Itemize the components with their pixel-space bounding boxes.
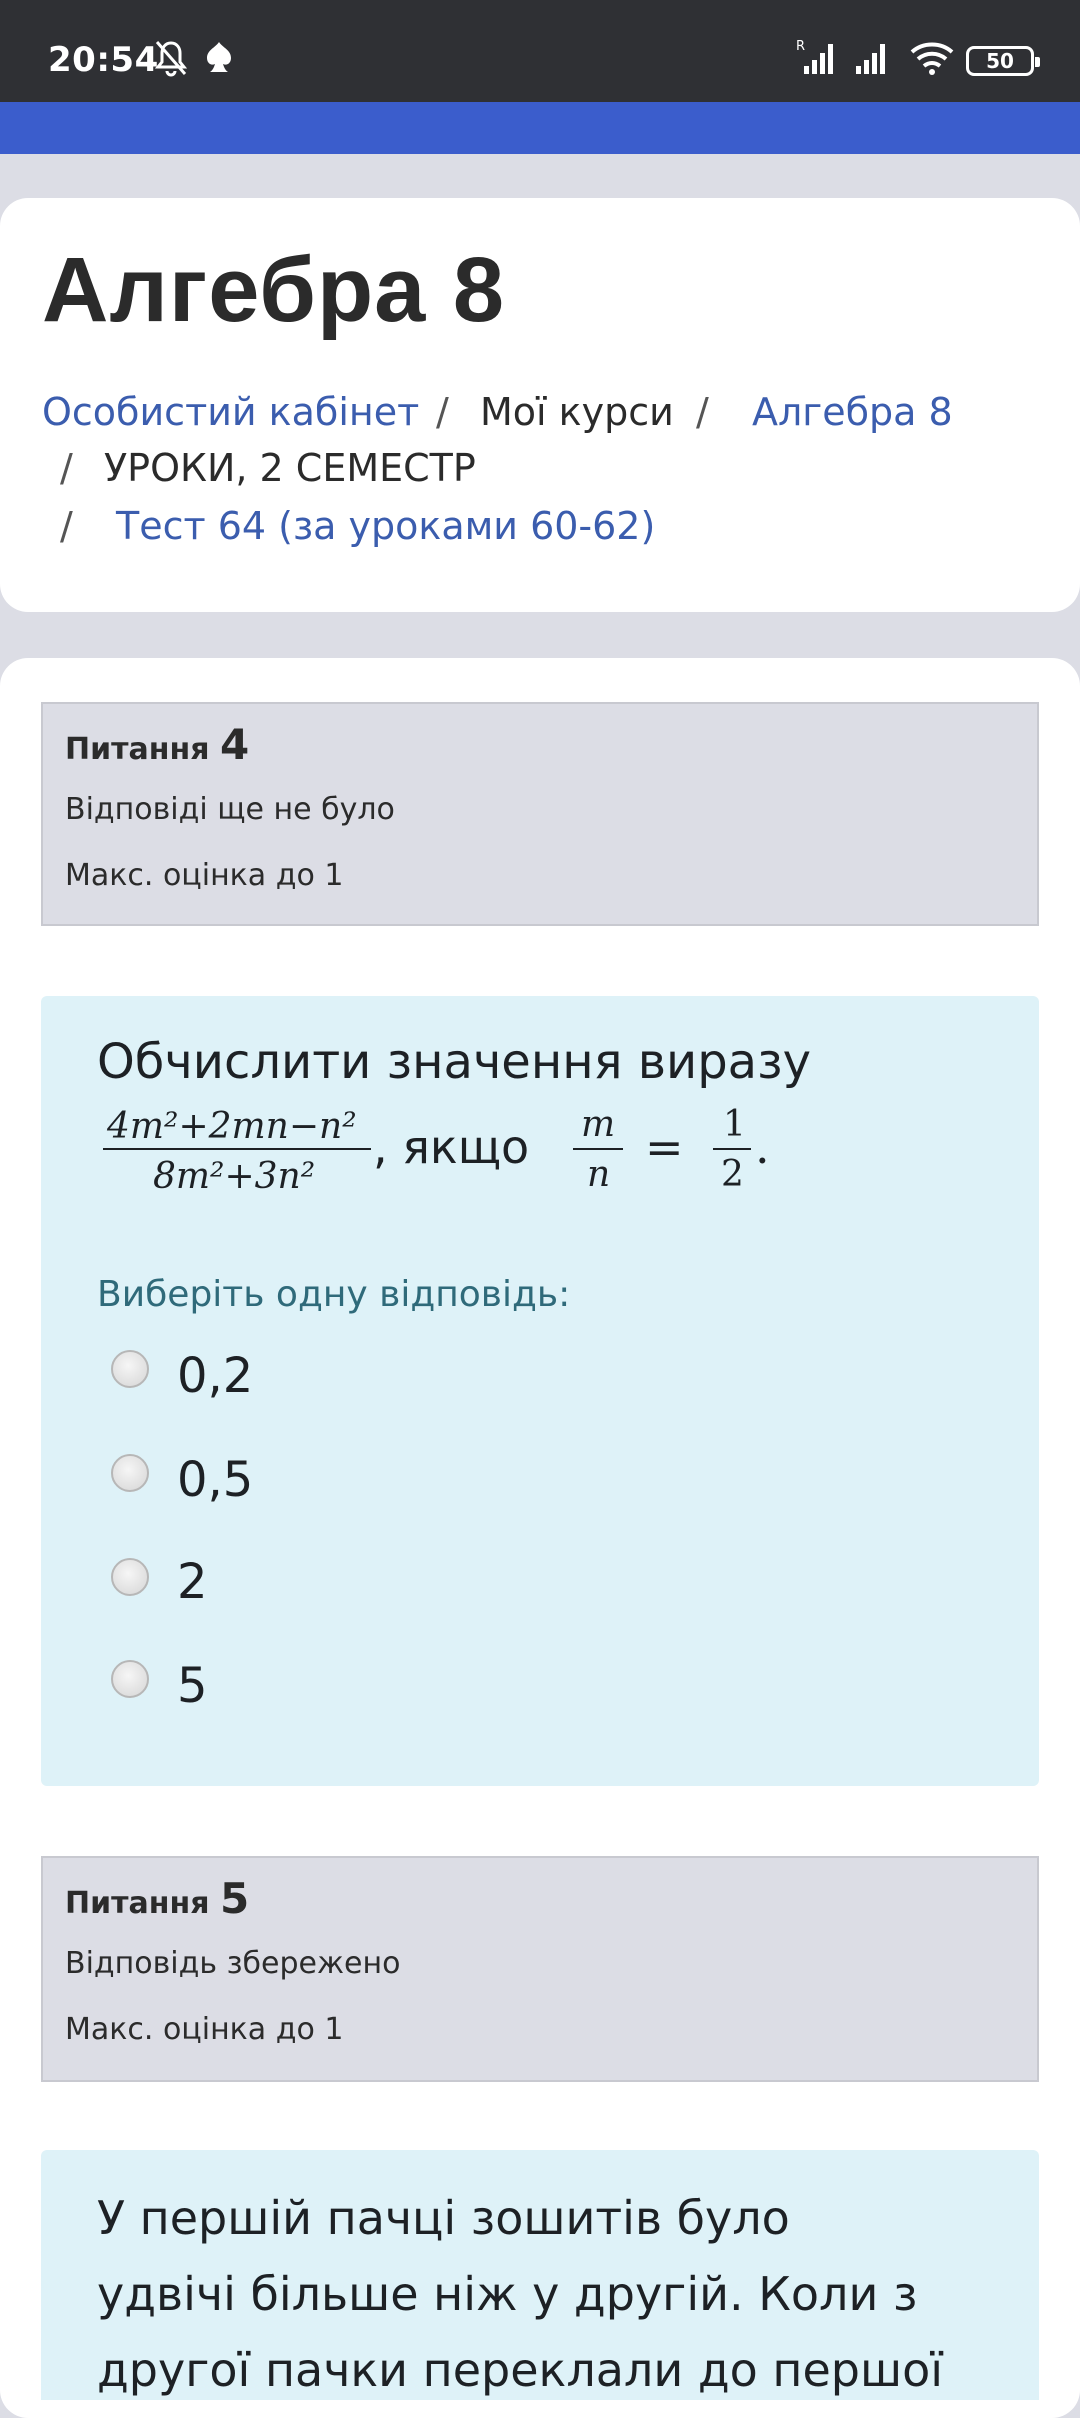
question-state: Відповідь збережено [65,1946,401,1981]
expression-end: . [755,1120,770,1174]
option-label[interactable]: 0,5 [177,1452,254,1508]
radio-button[interactable] [111,1660,149,1698]
radio-button[interactable] [111,1454,149,1492]
signal-icon [852,38,896,78]
option-label[interactable]: 5 [177,1658,208,1714]
page-title: Алгебра 8 [42,239,506,341]
breadcrumb-item-lessons-semester: УРОКИ, 2 СЕМЕСТР [104,446,476,490]
breadcrumb-item-personal-cabinet[interactable]: Особистий кабінет [42,390,420,434]
value-numerator: 1 [723,1104,746,1145]
top-navbar [0,102,1080,154]
question-text-line: У першій пачці зошитів було [97,2191,790,2245]
status-bar [0,0,1080,102]
ratio-numerator: m [581,1104,616,1145]
fraction-bar [573,1148,623,1150]
battery-icon [966,46,1034,76]
question-text [97,2180,1027,2408]
wifi-icon [908,38,956,78]
question-state: Відповіді ще не було [65,792,395,827]
question-text: Обчислити значення виразу [97,1034,812,1090]
question-label: Питання [65,1886,210,1921]
bell-off-icon [154,38,188,78]
answer-prompt: Виберіть одну відповідь: [97,1274,571,1315]
question-4-body [41,996,1039,1786]
option-label[interactable]: 0,2 [177,1348,254,1404]
breadcrumb-separator: / [60,446,73,490]
clock: 20:54 [48,40,159,80]
breadcrumb-separator: / [436,390,449,434]
question-number: 4 [219,720,250,769]
fraction-denominator: 8m²+3n² [153,1156,316,1197]
question-label: Питання [65,732,210,767]
question-4-info [41,702,1039,926]
breadcrumb-item-my-courses: Мої курси [480,390,674,434]
option-label[interactable]: 2 [177,1554,208,1610]
question-title [65,720,249,769]
fraction-bar [713,1148,751,1150]
battery-level: 50 [986,49,1014,73]
android-icon [202,38,236,78]
fraction-bar [103,1148,371,1150]
radio-button[interactable] [111,1350,149,1388]
breadcrumb-separator: / [696,390,709,434]
breadcrumb-item-test-64[interactable]: Тест 64 (за уроками 60-62) [116,504,656,548]
question-5-body [41,2150,1039,2400]
fraction-numerator: 4m²+2mn−n² [107,1106,357,1147]
breadcrumb-item-algebra-8[interactable]: Алгебра 8 [752,390,953,434]
question-5-info [41,1856,1039,2082]
condition-word: , якщо [373,1120,530,1174]
question-grade: Макс. оцінка до 1 [65,2012,344,2047]
question-grade: Макс. оцінка до 1 [65,858,344,893]
svg-text:R: R [796,39,806,54]
question-text-line: удвічі більше ніж у другій. Коли з [97,2267,918,2321]
ratio-denominator: n [587,1154,611,1195]
question-text-line: другої пачки переклали до першої [97,2343,944,2397]
equals-sign: = [645,1120,684,1174]
radio-button[interactable] [111,1558,149,1596]
breadcrumb-separator: / [60,504,73,548]
signal-icon [796,38,840,78]
question-title [65,1874,249,1923]
value-denominator: 2 [721,1154,744,1195]
question-number: 5 [219,1874,250,1923]
